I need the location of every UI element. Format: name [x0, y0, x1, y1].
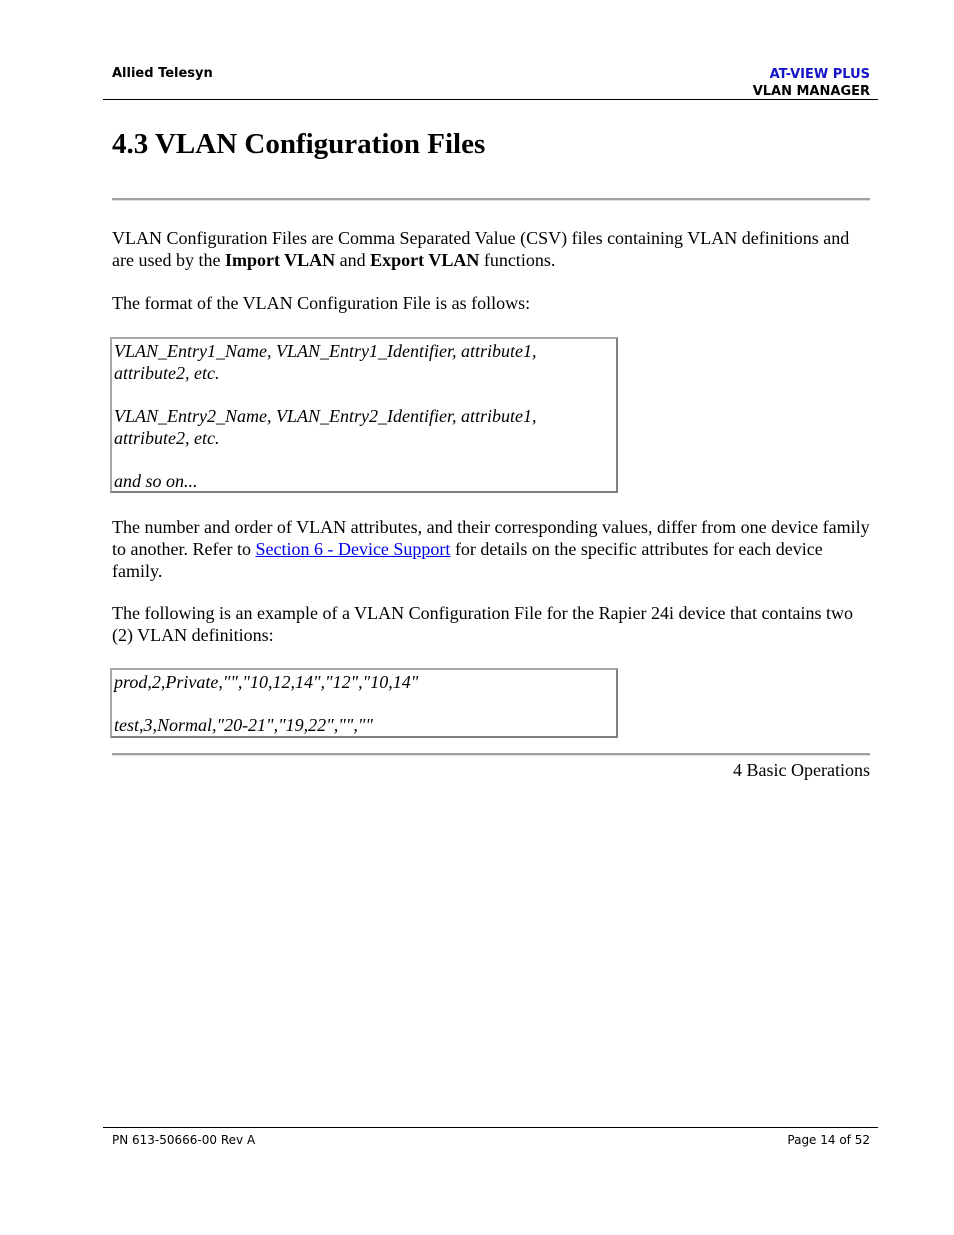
intro-paragraph: [112, 227, 870, 271]
format-line-2: VLAN_Entry2_Name, VLAN_Entry2_Identifier, attribute1, attribute2, etc.: [114, 406, 537, 448]
intro-text-d: functions.: [479, 250, 556, 270]
bottom-divider: [112, 753, 870, 756]
attributes-text-a: The number and order of VLAN attributes, and their corresponding values, differ from one device family to another. Refer to: [112, 517, 870, 559]
header-divider: [103, 99, 878, 100]
attributes-paragraph: [112, 516, 870, 582]
device-support-link[interactable]: Section 6 - Device Support: [255, 539, 451, 559]
example-intro-paragraph: The following is an example of a VLAN Configuration File for the Rapier 24i device that contains two (2) VLAN definitions:: [112, 603, 853, 645]
intro-text-a: VLAN Configuration Files are Comma Separated Value (CSV) files containing VLAN definitions and are used by the: [112, 228, 850, 270]
format-box: [110, 337, 618, 493]
export-vlan-term: Export VLAN: [370, 250, 480, 270]
format-intro-paragraph: The format of the VLAN Configuration File is as follows:: [112, 293, 531, 313]
import-vlan-term: Import VLAN: [224, 250, 336, 270]
format-line-3: and so on...: [114, 471, 198, 491]
example-line-1: prod,2,Private,"","10,12,14","12","10,14": [114, 672, 419, 692]
intro-text-c: and: [335, 250, 371, 270]
footer-divider: [103, 1127, 878, 1128]
section-title: 4.3 VLAN Configuration Files: [112, 128, 486, 160]
example-box: [110, 668, 618, 738]
format-line-1: VLAN_Entry1_Name, VLAN_Entry1_Identifier, attribute1, attribute2, etc.: [114, 341, 537, 383]
part-number: PN 613-50666-00 Rev A: [112, 1133, 256, 1147]
attributes-text-b: for details on the specific attributes for each device family.: [112, 539, 823, 581]
title-divider: [112, 198, 870, 201]
product-name: AT-VIEW PLUS: [769, 67, 870, 82]
example-line-2: test,3,Normal,"20-21","19,22","","": [114, 715, 373, 735]
module-name: VLAN MANAGER: [752, 84, 870, 99]
company-name: Allied Telesyn: [112, 66, 213, 81]
chapter-link[interactable]: 4 Basic Operations: [733, 760, 870, 780]
page-number: Page 14 of 52: [787, 1133, 870, 1147]
product-header: [753, 66, 870, 100]
